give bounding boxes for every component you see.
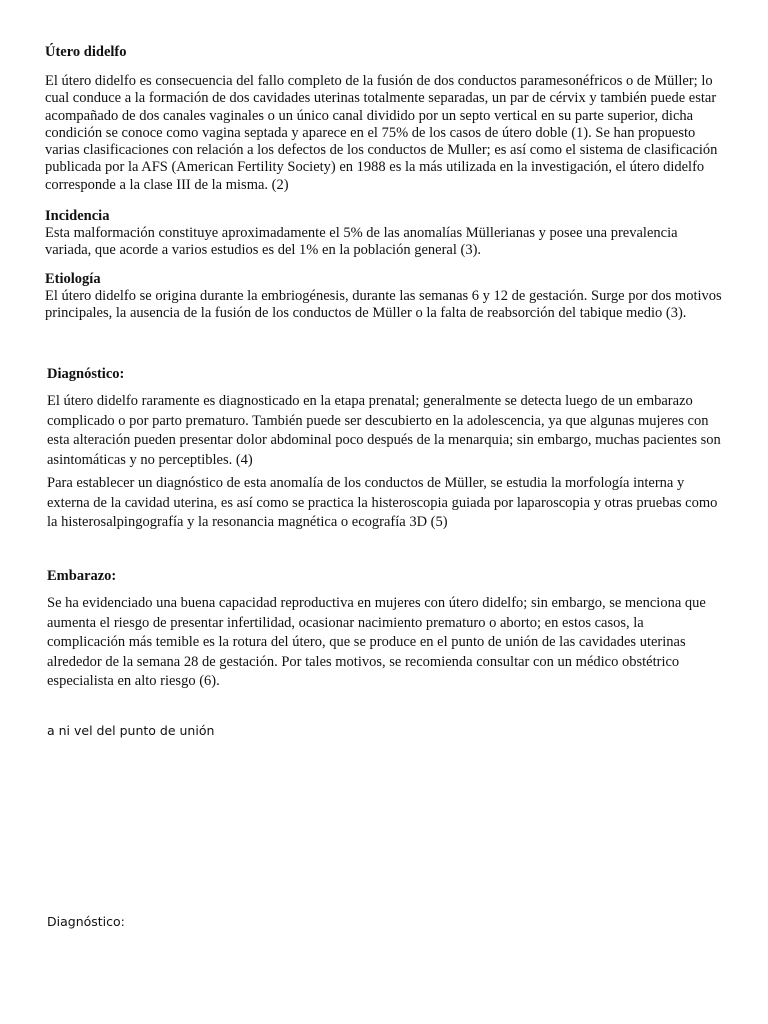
embarazo-paragraph: Se ha evidenciado una buena capacidad reproductiva en mujeres con útero didelfo; sin embargo, se menciona que aumenta el riesgo de presentar infertilidad, ocasionar nacimiento prematuro o aborto; en estos casos, la complicación más temible es la rotura del útero, que se produce en el punto de unión de las cavidades uterinas alrededor de la semana 28 de gestación. Por tales motivos, se recomienda consultar con un médico obstétrico especialista en alto riesgo (6).: [47, 595, 706, 689]
diagnostico-paragraph-2: Para establecer un diagnóstico de esta anomalía de los conductos de Müller, se estudia la morfología interna y externa de la cavidad uterina, es así como se practica la histeroscopia guiada por laparoscopia y otras pruebas como la histerosalpingografía y la resonancia magnética o ecografía 3D (5): [47, 475, 718, 530]
note-line: a ni vel del punto de unión: [47, 723, 215, 738]
embarazo-heading: Embarazo:: [47, 568, 117, 584]
etiologia-paragraph: El útero didelfo se origina durante la embriogénesis, durante las semanas 6 y 12 de gestación. Surge por dos motivos principales, la ausencia de la fusión de los conductos de Müller o la falta de reabsorción del tabique medio (3).: [45, 288, 722, 322]
diagnostico-heading: Diagnóstico:: [47, 366, 125, 382]
intro-paragraph: El útero didelfo es consecuencia del fallo completo de la fusión de dos conductos paramesonéfricos o de Müller; lo cual conduce a la formación de dos cavidades uterinas totalmente separadas, un par de cérvix y también puede estar acompañado de dos canales vaginales o un único canal dividido por un septo vertical en su parte superior, dicha condición se conoce como vagina septada y aparece en el 75% de los casos de útero doble (1). Se han propuesto varias clasificaciones con relación a los defectos de los conductos de Muller; es así como el sistema de clasificación publicada por la AFS (American Fertility Society) en 1988 es la más utilizada en la investigación, el útero didelfo corresponde a la clase III de la misma. (2): [45, 73, 718, 193]
diagnostico-paragraph-1: El útero didelfo raramente es diagnosticado en la etapa prenatal; generalmente se detecta luego de un embarazo complicado o por parto prematuro. También puede ser descubierto en la adolescencia, ya que algunas mujeres con esta alteración pueden presentar dolor abdominal poco después de la menarquia; sin embargo, muchas pacientes son asintomáticas y no perceptibles. (4): [47, 393, 721, 468]
etiologia-heading: Etiología: [45, 271, 101, 287]
document-title: Útero didelfo: [45, 44, 127, 60]
footer-diagnostico-label: Diagnóstico:: [47, 914, 125, 929]
incidencia-heading: Incidencia: [45, 208, 110, 224]
incidencia-paragraph: Esta malformación constituye aproximadamente el 5% de las anomalías Müllerianas y posee una prevalencia variada, que acorde a varios estudios es del 1% en la población general (3).: [45, 225, 678, 259]
